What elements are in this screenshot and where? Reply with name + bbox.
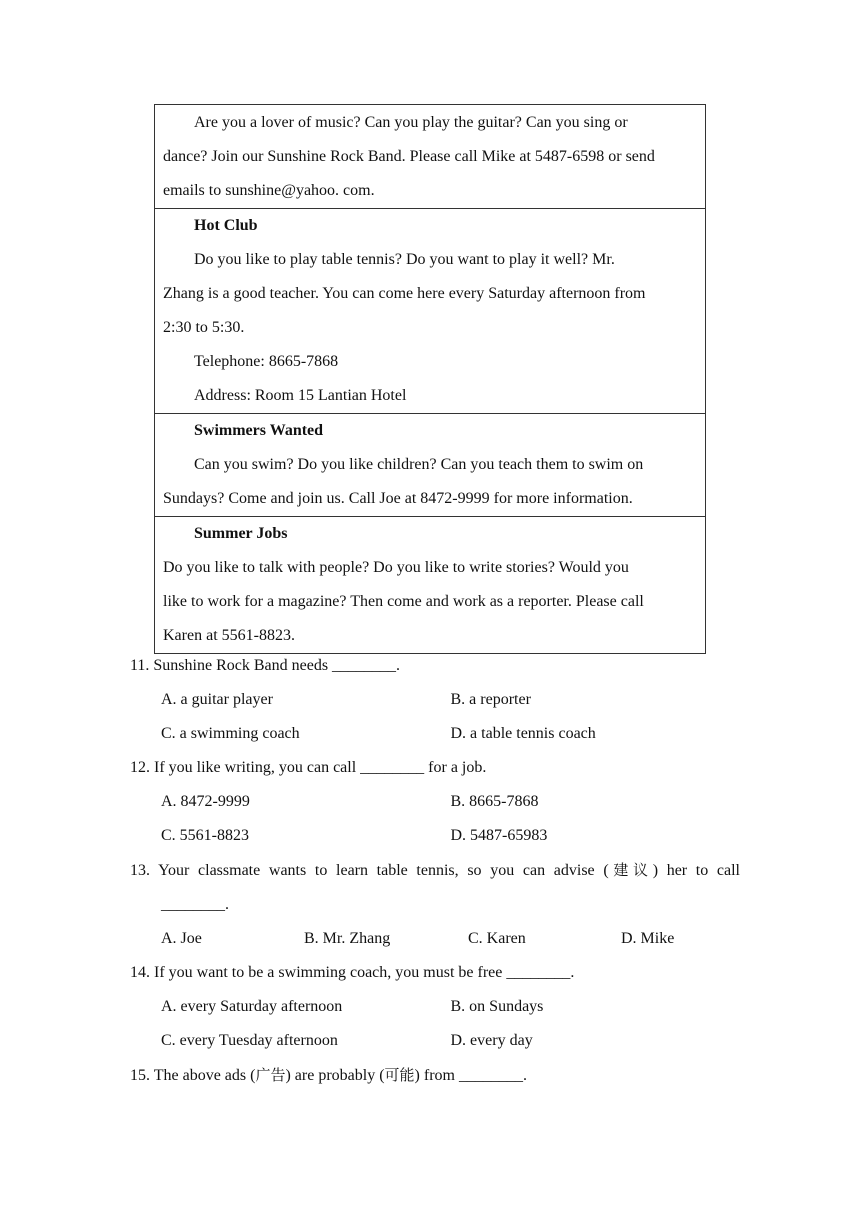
option-c: C. 5561-8823 [161, 827, 249, 844]
option-b: B. Mr. Zhang [304, 930, 391, 947]
ad-summer-jobs [155, 517, 705, 653]
ad-text-line: Do you like to play table tennis? Do you want to play it well? Mr. [194, 251, 615, 268]
question-options [130, 922, 740, 956]
ad-hot-club [155, 209, 705, 414]
option-d: D. every day [450, 1032, 533, 1049]
stem-text: ) are probably ( [285, 1067, 385, 1084]
option-a: A. a guitar player [161, 691, 273, 708]
question-stem: 12. If you like writing, you can call ________ for a job. [130, 759, 487, 776]
ad-text-line: Can you swim? Do you like children? Can you teach them to swim on [194, 456, 644, 473]
questions-section [130, 649, 740, 1093]
option-c: C. Karen [468, 930, 526, 947]
question-options [130, 785, 740, 819]
ad-telephone: Telephone: 8665-7868 [194, 353, 339, 370]
ad-text-line: Zhang is a good teacher. You can come here every Saturday afternoon from [163, 285, 646, 302]
option-d: D. a table tennis coach [450, 725, 596, 742]
ad-address: Address: Room 15 Lantian Hotel [194, 387, 407, 404]
stem-cjk-gloss: 可能 [384, 1066, 415, 1084]
ad-text-line: Do you like to talk with people? Do you like to write stories? Would you [163, 559, 629, 576]
ad-sunshine-rock-band [155, 105, 705, 209]
ad-title: Swimmers Wanted [194, 422, 324, 439]
option-c: C. a swimming coach [161, 725, 300, 742]
ad-swimmers-wanted [155, 414, 705, 517]
question-options [130, 990, 740, 1024]
question-stem: 14. If you want to be a swimming coach, you must be free ________. [130, 964, 575, 981]
question-stem [130, 1058, 740, 1093]
ad-title: Summer Jobs [194, 525, 288, 542]
option-a: A. every Saturday afternoon [161, 998, 343, 1015]
stem-cjk-gloss: 广告 [255, 1066, 286, 1084]
question-stem [130, 853, 740, 888]
ad-text-line: Are you a lover of music? Can you play the guitar? Can you sing or [194, 114, 628, 131]
option-b: B. 8665-7868 [450, 793, 539, 810]
question-options [130, 1024, 740, 1058]
option-d: D. 5487-65983 [450, 827, 548, 844]
ad-text-line: emails to sunshine@yahoo. com. [163, 182, 375, 199]
ad-text-line: Sundays? Come and join us. Call Joe at 8472-9999 for more information. [163, 490, 633, 507]
question-options [130, 819, 740, 853]
stem-text: ) her to call [652, 862, 741, 879]
stem-text: 13. Your classmate wants to learn table tennis, so you can advise ( [130, 862, 609, 879]
question-options [130, 717, 740, 751]
option-b: B. a reporter [450, 691, 531, 708]
answer-blank: ________. [161, 896, 229, 913]
ad-text-line: like to work for a magazine? Then come and work as a reporter. Please call [163, 593, 644, 610]
option-a: A. 8472-9999 [161, 793, 250, 810]
option-c: C. every Tuesday afternoon [161, 1032, 338, 1049]
option-b: B. on Sundays [450, 998, 544, 1015]
question-options [130, 683, 740, 717]
option-a: A. Joe [161, 930, 202, 947]
stem-text: ) from ________. [414, 1067, 527, 1084]
option-d: D. Mike [621, 930, 675, 947]
ads-table [154, 104, 706, 654]
ad-text-line: Karen at 5561-8823. [163, 627, 295, 644]
stem-text: 15. The above ads ( [130, 1067, 256, 1084]
ad-title: Hot Club [194, 217, 258, 234]
ad-text-line: dance? Join our Sunshine Rock Band. Please call Mike at 5487-6598 or send [163, 148, 655, 165]
stem-cjk-gloss: 建议 [608, 861, 653, 879]
question-stem: 11. Sunshine Rock Band needs ________. [130, 657, 401, 674]
ad-text-line: 2:30 to 5:30. [163, 319, 245, 336]
